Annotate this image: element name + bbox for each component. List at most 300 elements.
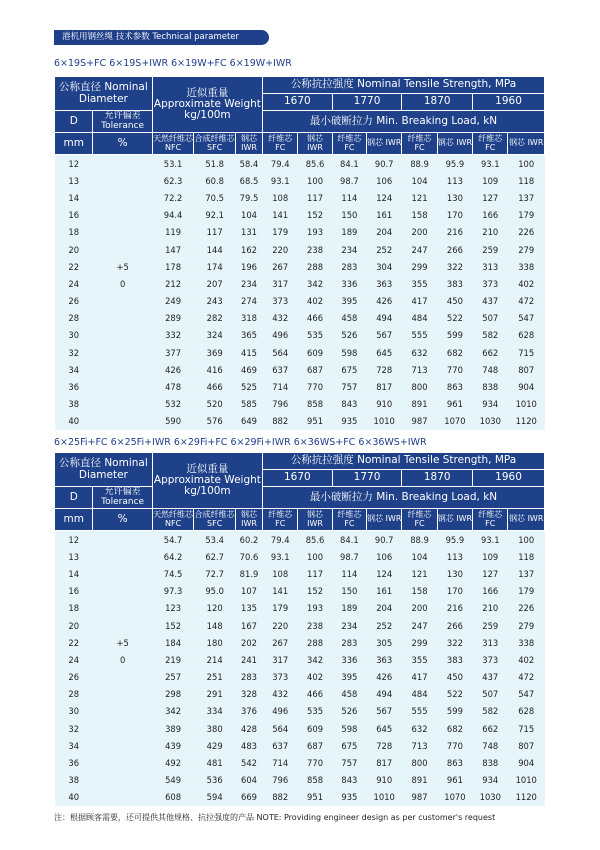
value-cell: 252	[367, 241, 402, 258]
diameter-cell: 16	[55, 583, 93, 600]
value-cell: 104	[402, 548, 437, 565]
value-cell: 60.8	[194, 172, 236, 189]
table-row	[55, 789, 545, 806]
value-cell: 193	[298, 600, 332, 617]
value-cell: 104	[235, 207, 262, 224]
value-cell: 961	[437, 396, 472, 413]
value-cell: 121	[402, 189, 437, 206]
value-cell: 450	[437, 293, 472, 310]
value-cell: 98.7	[332, 548, 366, 565]
value-cell: 817	[367, 378, 402, 395]
diameter-cell: 40	[55, 413, 93, 430]
value-cell: 863	[437, 754, 472, 771]
value-cell: 522	[437, 310, 472, 327]
value-cell: 259	[473, 241, 508, 258]
table-row	[55, 583, 545, 600]
value-cell: 520	[194, 396, 236, 413]
value-cell: 279	[508, 617, 545, 634]
tolerance-empty-cell	[93, 396, 152, 413]
value-cell: 88.9	[402, 531, 437, 549]
weight-col-header: 天然纤维芯 NFC	[152, 509, 194, 531]
value-cell: 526	[332, 327, 366, 344]
value-cell: 212	[152, 275, 194, 292]
value-cell: 119	[152, 224, 194, 241]
value-cell: 184	[152, 634, 194, 651]
value-cell: 216	[437, 224, 472, 241]
value-cell: 266	[437, 617, 472, 634]
value-cell: 1010	[367, 413, 402, 430]
value-cell: 238	[298, 617, 332, 634]
table-row	[55, 344, 545, 361]
diameter-cell: 26	[55, 293, 93, 310]
value-cell: 289	[152, 310, 194, 327]
value-cell: 987	[402, 789, 437, 806]
load-col-header: 钢芯 IWR	[367, 133, 402, 155]
table-row	[55, 754, 545, 771]
load-col-header: 钢芯 IWR	[437, 509, 472, 531]
value-cell: 376	[235, 703, 262, 720]
weight-col-header: 天然纤维芯 NFC	[152, 133, 194, 155]
table-row	[55, 669, 545, 686]
value-cell: 70.6	[235, 548, 262, 565]
value-cell: 961	[437, 772, 472, 789]
value-cell: 863	[437, 378, 472, 395]
value-cell: 800	[402, 754, 437, 771]
mm-header: mm	[55, 509, 93, 531]
value-cell: 104	[402, 172, 437, 189]
value-cell: 243	[194, 293, 236, 310]
value-cell: 373	[263, 669, 298, 686]
value-cell: 282	[194, 310, 236, 327]
percent-header: %	[93, 509, 152, 531]
value-cell: 713	[402, 361, 437, 378]
value-cell: 363	[367, 651, 402, 668]
value-cell: 127	[473, 565, 508, 582]
value-cell: 161	[367, 207, 402, 224]
value-cell: 547	[508, 310, 545, 327]
load-col-header: 纤维芯 FC	[263, 133, 298, 155]
value-cell: 79.4	[263, 531, 298, 549]
diameter-cell: 30	[55, 327, 93, 344]
table-row	[55, 413, 545, 430]
value-cell: 93.1	[473, 531, 508, 549]
value-cell: 267	[263, 258, 298, 275]
value-cell: 93.1	[263, 548, 298, 565]
value-cell: 79.5	[235, 189, 262, 206]
tolerance-empty-cell	[93, 413, 152, 430]
value-cell: 838	[473, 378, 508, 395]
value-cell: 662	[473, 720, 508, 737]
value-cell: 532	[152, 396, 194, 413]
value-cell: 121	[402, 565, 437, 582]
tolerance-empty-cell	[93, 754, 152, 771]
value-cell: 113	[437, 172, 472, 189]
value-cell: 402	[298, 293, 332, 310]
value-cell: 74.5	[152, 565, 194, 582]
value-cell: 535	[298, 703, 332, 720]
value-cell: 127	[473, 189, 508, 206]
value-cell: 305	[367, 634, 402, 651]
diameter-cell: 24	[55, 275, 93, 292]
value-cell: 415	[235, 344, 262, 361]
value-cell: 106	[367, 548, 402, 565]
value-cell: 336	[332, 651, 366, 668]
table-1-subtitle: 6×19S+FC 6×19S+IWR 6×19W+FC 6×19W+IWR	[54, 58, 292, 69]
value-cell: 166	[473, 583, 508, 600]
value-cell: 189	[332, 600, 366, 617]
table-row	[55, 275, 545, 292]
value-cell: 328	[235, 686, 262, 703]
value-cell: 288	[298, 258, 332, 275]
tolerance-empty-cell	[93, 310, 152, 327]
value-cell: 687	[298, 737, 332, 754]
value-cell: 507	[473, 310, 508, 327]
value-cell: 437	[473, 669, 508, 686]
value-cell: 85.6	[298, 531, 332, 549]
value-cell: 58.4	[235, 155, 262, 173]
value-cell: 439	[152, 737, 194, 754]
value-cell: 95.9	[437, 531, 472, 549]
value-cell: 910	[367, 396, 402, 413]
diameter-cell: 14	[55, 189, 93, 206]
value-cell: 313	[473, 258, 508, 275]
diameter-cell: 40	[55, 789, 93, 806]
value-cell: 632	[402, 720, 437, 737]
diameter-cell: 16	[55, 207, 93, 224]
value-cell: 649	[235, 413, 262, 430]
weight-col-header: 钢芯 IWR	[235, 133, 262, 155]
value-cell: 152	[298, 583, 332, 600]
value-cell: 365	[235, 327, 262, 344]
load-col-header: 钢芯 IWR	[437, 133, 472, 155]
value-cell: 92.1	[194, 207, 236, 224]
value-cell: 200	[402, 600, 437, 617]
value-cell: 599	[437, 703, 472, 720]
value-cell: 152	[152, 617, 194, 634]
tolerance-empty-cell	[93, 241, 152, 258]
diameter-cell: 38	[55, 772, 93, 789]
value-cell: 120	[194, 600, 236, 617]
value-cell: 395	[332, 293, 366, 310]
load-col-header: 纤维芯 FC	[473, 133, 508, 155]
value-cell: 167	[235, 617, 262, 634]
value-cell: 204	[367, 224, 402, 241]
value-cell: 675	[332, 737, 366, 754]
tolerance-empty-cell	[93, 565, 152, 582]
value-cell: 748	[473, 361, 508, 378]
value-cell: 904	[508, 754, 545, 771]
value-cell: 118	[508, 172, 545, 189]
value-cell: 238	[298, 241, 332, 258]
value-cell: 279	[508, 241, 545, 258]
value-cell: 150	[332, 583, 366, 600]
value-cell: 170	[437, 207, 472, 224]
value-cell: 336	[332, 275, 366, 292]
value-cell: 247	[402, 241, 437, 258]
value-cell: 174	[194, 258, 236, 275]
value-cell: 645	[367, 344, 402, 361]
value-cell: 1070	[437, 413, 472, 430]
value-cell: 951	[298, 413, 332, 430]
value-cell: 131	[235, 224, 262, 241]
value-cell: 241	[235, 651, 262, 668]
table-row	[55, 207, 545, 224]
value-cell: 108	[263, 189, 298, 206]
value-cell: 141	[263, 207, 298, 224]
value-cell: 904	[508, 378, 545, 395]
value-cell: 669	[235, 789, 262, 806]
value-cell: 298	[152, 686, 194, 703]
value-cell: 313	[473, 634, 508, 651]
table-row	[55, 772, 545, 789]
value-cell: 100	[508, 531, 545, 549]
value-cell: 838	[473, 754, 508, 771]
value-cell: 609	[298, 344, 332, 361]
value-cell: 210	[473, 600, 508, 617]
value-cell: 934	[473, 396, 508, 413]
value-cell: 117	[298, 565, 332, 582]
value-cell: 193	[298, 224, 332, 241]
value-cell: 161	[367, 583, 402, 600]
mm-header: mm	[55, 133, 93, 155]
value-cell: 62.3	[152, 172, 194, 189]
value-cell: 770	[298, 754, 332, 771]
diameter-cell: 22	[55, 634, 93, 651]
value-cell: 882	[263, 789, 298, 806]
nominal-diameter-header: 公称直径 Nominal Diameter	[55, 77, 153, 111]
value-cell: 428	[235, 720, 262, 737]
spec-table-1	[54, 76, 545, 430]
load-col-header: 钢芯 IWR	[298, 133, 332, 155]
value-cell: 1120	[508, 789, 545, 806]
tolerance-empty-cell	[93, 224, 152, 241]
weight-col-header: 合成纤维芯 SFC	[194, 509, 236, 531]
value-cell: 458	[332, 310, 366, 327]
value-cell: 1030	[473, 413, 508, 430]
value-cell: 547	[508, 686, 545, 703]
load-col-header: 纤维芯 FC	[402, 509, 437, 531]
tolerance-empty-cell	[93, 327, 152, 344]
tolerance-minus-cell: 0	[93, 651, 152, 668]
value-cell: 484	[402, 686, 437, 703]
value-cell: 526	[332, 703, 366, 720]
value-cell: 525	[235, 378, 262, 395]
value-cell: 342	[298, 275, 332, 292]
value-cell: 117	[194, 224, 236, 241]
value-cell: 522	[437, 686, 472, 703]
table-row	[55, 617, 545, 634]
value-cell: 342	[152, 703, 194, 720]
spec-table-2	[54, 452, 545, 806]
weight-col-header: 钢芯 IWR	[235, 509, 262, 531]
value-cell: 318	[235, 310, 262, 327]
table-row	[55, 172, 545, 189]
value-cell: 355	[402, 651, 437, 668]
value-cell: 166	[473, 207, 508, 224]
value-cell: 682	[437, 344, 472, 361]
grade-header: 1960	[473, 470, 545, 487]
value-cell: 645	[367, 720, 402, 737]
value-cell: 426	[152, 361, 194, 378]
value-cell: 807	[508, 737, 545, 754]
value-cell: 114	[332, 189, 366, 206]
value-cell: 267	[263, 634, 298, 651]
value-cell: 429	[194, 737, 236, 754]
value-cell: 124	[367, 565, 402, 582]
table-row	[55, 258, 545, 275]
table-row	[55, 155, 545, 173]
value-cell: 84.1	[332, 155, 366, 173]
value-cell: 935	[332, 413, 366, 430]
load-col-header: 纤维芯 FC	[402, 133, 437, 155]
value-cell: 214	[194, 651, 236, 668]
tolerance-empty-cell	[93, 531, 152, 549]
value-cell: 458	[332, 686, 366, 703]
percent-header: %	[93, 133, 152, 155]
value-cell: 402	[508, 651, 545, 668]
value-cell: 135	[235, 600, 262, 617]
tolerance-empty-cell	[93, 172, 152, 189]
value-cell: 283	[332, 258, 366, 275]
value-cell: 426	[367, 293, 402, 310]
value-cell: 141	[263, 583, 298, 600]
value-cell: 162	[235, 241, 262, 258]
value-cell: 987	[402, 413, 437, 430]
diameter-cell: 36	[55, 378, 93, 395]
value-cell: 219	[152, 651, 194, 668]
value-cell: 158	[402, 583, 437, 600]
tolerance-empty-cell	[93, 583, 152, 600]
value-cell: 60.2	[235, 531, 262, 549]
tolerance-empty-cell	[93, 703, 152, 720]
value-cell: 299	[402, 258, 437, 275]
value-cell: 599	[437, 327, 472, 344]
value-cell: 1010	[367, 789, 402, 806]
value-cell: 148	[194, 617, 236, 634]
value-cell: 469	[235, 361, 262, 378]
value-cell: 494	[367, 310, 402, 327]
value-cell: 662	[473, 344, 508, 361]
value-cell: 249	[152, 293, 194, 310]
value-cell: 555	[402, 327, 437, 344]
value-cell: 598	[332, 344, 366, 361]
value-cell: 257	[152, 669, 194, 686]
weight-col-header: 合成纤维芯 SFC	[194, 133, 236, 155]
value-cell: 496	[263, 327, 298, 344]
value-cell: 100	[508, 155, 545, 173]
load-col-header: 纤维芯 FC	[473, 509, 508, 531]
value-cell: 252	[367, 617, 402, 634]
value-cell: 283	[235, 669, 262, 686]
value-cell: 304	[367, 258, 402, 275]
value-cell: 93.1	[263, 172, 298, 189]
value-cell: 604	[235, 772, 262, 789]
value-cell: 88.9	[402, 155, 437, 173]
value-cell: 910	[367, 772, 402, 789]
value-cell: 130	[437, 565, 472, 582]
value-cell: 582	[473, 703, 508, 720]
value-cell: 150	[332, 207, 366, 224]
value-cell: 687	[298, 361, 332, 378]
value-cell: 416	[194, 361, 236, 378]
value-cell: 757	[332, 754, 366, 771]
value-cell: 637	[263, 361, 298, 378]
grade-header: 1870	[402, 470, 473, 487]
value-cell: 715	[508, 720, 545, 737]
value-cell: 54.7	[152, 531, 194, 549]
diameter-cell: 14	[55, 565, 93, 582]
value-cell: 728	[367, 361, 402, 378]
value-cell: 274	[235, 293, 262, 310]
value-cell: 484	[402, 310, 437, 327]
value-cell: 170	[437, 583, 472, 600]
table-row	[55, 327, 545, 344]
value-cell: 555	[402, 703, 437, 720]
table-row	[55, 310, 545, 327]
value-cell: 234	[235, 275, 262, 292]
table-row	[55, 565, 545, 582]
d-header: D	[55, 111, 93, 133]
value-cell: 137	[508, 565, 545, 582]
value-cell: 466	[298, 686, 332, 703]
table-row	[55, 361, 545, 378]
diameter-cell: 12	[55, 155, 93, 173]
value-cell: 220	[263, 617, 298, 634]
value-cell: 322	[437, 634, 472, 651]
value-cell: 380	[194, 720, 236, 737]
tolerance-empty-cell	[93, 293, 152, 310]
value-cell: 338	[508, 634, 545, 651]
value-cell: 882	[263, 413, 298, 430]
value-cell: 383	[437, 275, 472, 292]
value-cell: 472	[508, 669, 545, 686]
value-cell: 536	[194, 772, 236, 789]
value-cell: 858	[298, 396, 332, 413]
value-cell: 714	[263, 378, 298, 395]
grade-header: 1770	[332, 470, 402, 487]
value-cell: 109	[473, 548, 508, 565]
d-header: D	[55, 487, 93, 509]
value-cell: 492	[152, 754, 194, 771]
diameter-cell: 13	[55, 172, 93, 189]
approx-weight-header: 近似重量 Approximate Weight kg/100m	[152, 77, 262, 133]
value-cell: 796	[263, 396, 298, 413]
value-cell: 395	[332, 669, 366, 686]
table-row	[55, 737, 545, 754]
value-cell: 220	[263, 241, 298, 258]
section-title: 港机用钢丝绳 技术参数 Technical parameter	[54, 30, 269, 45]
value-cell: 542	[235, 754, 262, 771]
table-row	[55, 703, 545, 720]
table-row	[55, 686, 545, 703]
value-cell: 118	[508, 548, 545, 565]
value-cell: 590	[152, 413, 194, 430]
tolerance-empty-cell	[93, 361, 152, 378]
load-col-header: 纤维芯 FC	[332, 509, 366, 531]
table-row	[55, 293, 545, 310]
load-col-header: 钢芯 IWR	[367, 509, 402, 531]
value-cell: 124	[367, 189, 402, 206]
value-cell: 247	[402, 617, 437, 634]
grade-header: 1670	[263, 94, 333, 111]
value-cell: 158	[402, 207, 437, 224]
table-row	[55, 600, 545, 617]
value-cell: 97.3	[152, 583, 194, 600]
grade-header: 1670	[263, 470, 333, 487]
tolerance-empty-cell	[93, 548, 152, 565]
tolerance-empty-cell	[93, 789, 152, 806]
diameter-cell: 18	[55, 600, 93, 617]
